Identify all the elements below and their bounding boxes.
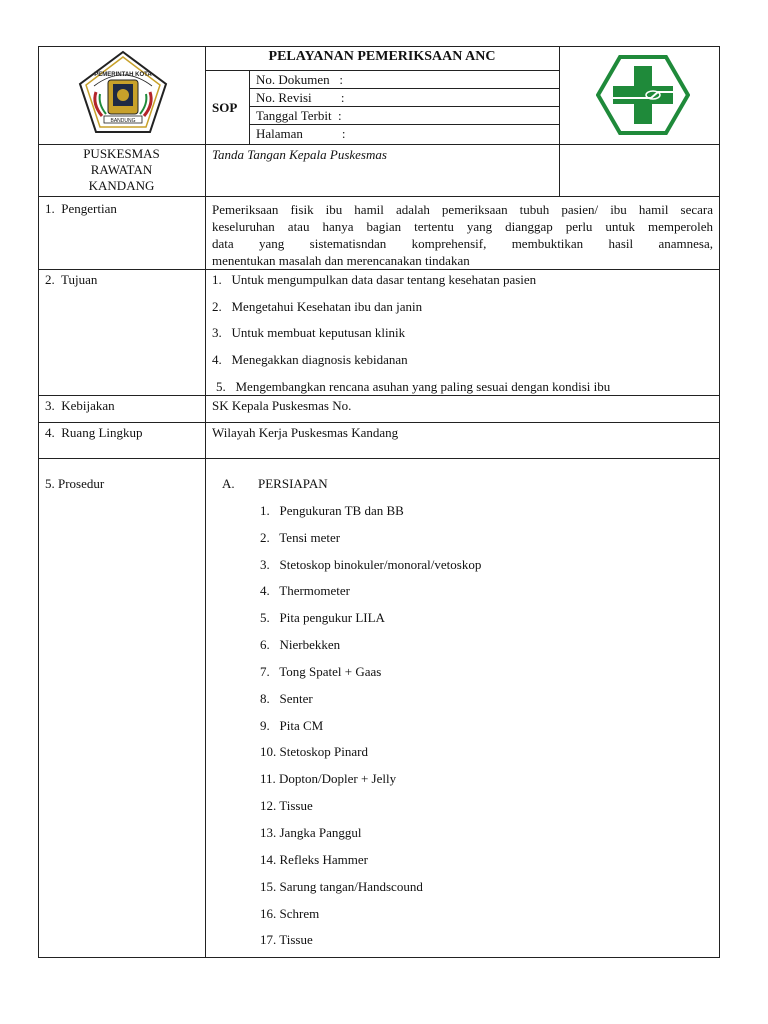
prosedur-item: 16. Schrem <box>260 906 320 921</box>
prosedur-item: 7. Tong Spatel + Gaas <box>260 664 382 679</box>
svg-text:BANDUNG: BANDUNG <box>110 118 136 124</box>
row-line-org <box>38 196 720 197</box>
document-title: PELAYANAN PEMERIKSAAN ANC <box>268 49 496 64</box>
ruang-lingkup-label: 4. Ruang Lingkup <box>45 425 143 440</box>
row-line-header <box>38 144 720 145</box>
pengertian-line-1: Pemeriksaan fisik ibu hamil adalah pemeriksaan tubuh pasien/ ibu hamil secara <box>212 202 713 217</box>
ruang-lingkup-value: Wilayah Kerja Puskesmas Kandang <box>212 425 399 440</box>
pengertian-line-2: keseluruhan atau hanya bagian tertentu yang dianggap perlu untuk memperoleh <box>212 219 713 234</box>
pengertian-line-4: menentukan masalah dan merencanakan tindakan <box>212 253 470 268</box>
prosedur-item: 8. Senter <box>260 691 313 706</box>
tujuan-item: 2. Mengetahui Kesehatan ibu dan janin <box>212 299 423 314</box>
table-border-bottom <box>38 957 720 958</box>
persiapan-letter: A. <box>222 476 235 491</box>
pengertian-text <box>212 201 713 269</box>
title-underline <box>205 70 559 71</box>
field-no-revisi: No. Revisi : <box>256 90 345 105</box>
kebijakan-label: 3. Kebijakan <box>45 398 115 413</box>
table-border-top <box>38 46 720 47</box>
prosedur-item: 2. Tensi meter <box>260 530 341 545</box>
puskesmas-logo <box>596 54 690 136</box>
org-line-1: PUSKESMAS <box>83 146 160 161</box>
prosedur-item: 12. Tissue <box>260 798 313 813</box>
field-line-2 <box>249 106 559 107</box>
kebijakan-value: SK Kepala Puskesmas No. <box>212 398 352 413</box>
tujuan-label: 2. Tujuan <box>45 272 98 287</box>
prosedur-item: 6. Nierbekken <box>260 637 341 652</box>
persiapan-heading: PERSIAPAN <box>258 476 328 491</box>
tujuan-item: 3. Untuk membuat keputusan klinik <box>212 325 406 340</box>
tujuan-item: 1. Untuk mengumpulkan data dasar tentang kesehatan pasien <box>212 272 537 287</box>
sop-label: SOP <box>212 100 238 115</box>
signature-label: Tanda Tangan Kepala Puskesmas <box>212 147 387 162</box>
pengertian-label: 1. Pengertian <box>45 201 117 216</box>
org-line-2: RAWATAN <box>90 162 153 177</box>
prosedur-item: 10. Stetoskop Pinard <box>260 744 368 759</box>
tujuan-item: 4. Menegakkan diagnosis kebidanan <box>212 352 408 367</box>
field-line-3 <box>249 124 559 125</box>
org-line-3: KANDANG <box>88 178 155 193</box>
field-halaman: Halaman : <box>256 126 346 141</box>
row-line-kebijakan <box>38 422 720 423</box>
prosedur-item: 4. Thermometer <box>260 583 351 598</box>
prosedur-item: 14. Refleks Hammer <box>260 852 368 867</box>
svg-text:PEMERINTAH KOTA: PEMERINTAH KOTA <box>94 72 152 78</box>
prosedur-item: 15. Sarung tangan/Handscound <box>260 879 423 894</box>
prosedur-item: 11. Dopton/Dopler + Jelly <box>260 771 397 786</box>
prosedur-item: 9. Pita CM <box>260 718 324 733</box>
organization-name <box>38 146 205 194</box>
pengertian-line-3: data yang sistematisndan komprehensif, membuktikan hasil anamnesa, <box>212 236 713 251</box>
tujuan-item: 5. Mengembangkan rencana asuhan yang paling sesuai dengan kondisi ibu <box>216 379 611 394</box>
prosedur-item: 1. Pengukuran TB dan BB <box>260 503 404 518</box>
field-tanggal-terbit: Tanggal Terbit : <box>256 108 342 123</box>
field-no-dokumen: No. Dokumen : <box>256 72 344 87</box>
government-seal-logo <box>78 50 168 134</box>
sop-separator <box>249 70 250 144</box>
table-border-right <box>719 46 720 958</box>
row-line-tujuan <box>38 395 720 396</box>
prosedur-item: 13. Jangka Panggul <box>260 825 362 840</box>
row-line-pengertian <box>38 269 720 270</box>
prosedur-item: 3. Stetoskop binokuler/monoral/vetoskop <box>260 557 482 572</box>
row-line-ruang-lingkup <box>38 458 720 459</box>
column-separator <box>205 46 206 958</box>
prosedur-item: 17. Tissue <box>260 932 313 947</box>
field-line-1 <box>249 88 559 89</box>
prosedur-item: 5. Pita pengukur LILA <box>260 610 385 625</box>
prosedur-label: 5. Prosedur <box>45 476 105 491</box>
header-right-separator <box>559 46 560 196</box>
